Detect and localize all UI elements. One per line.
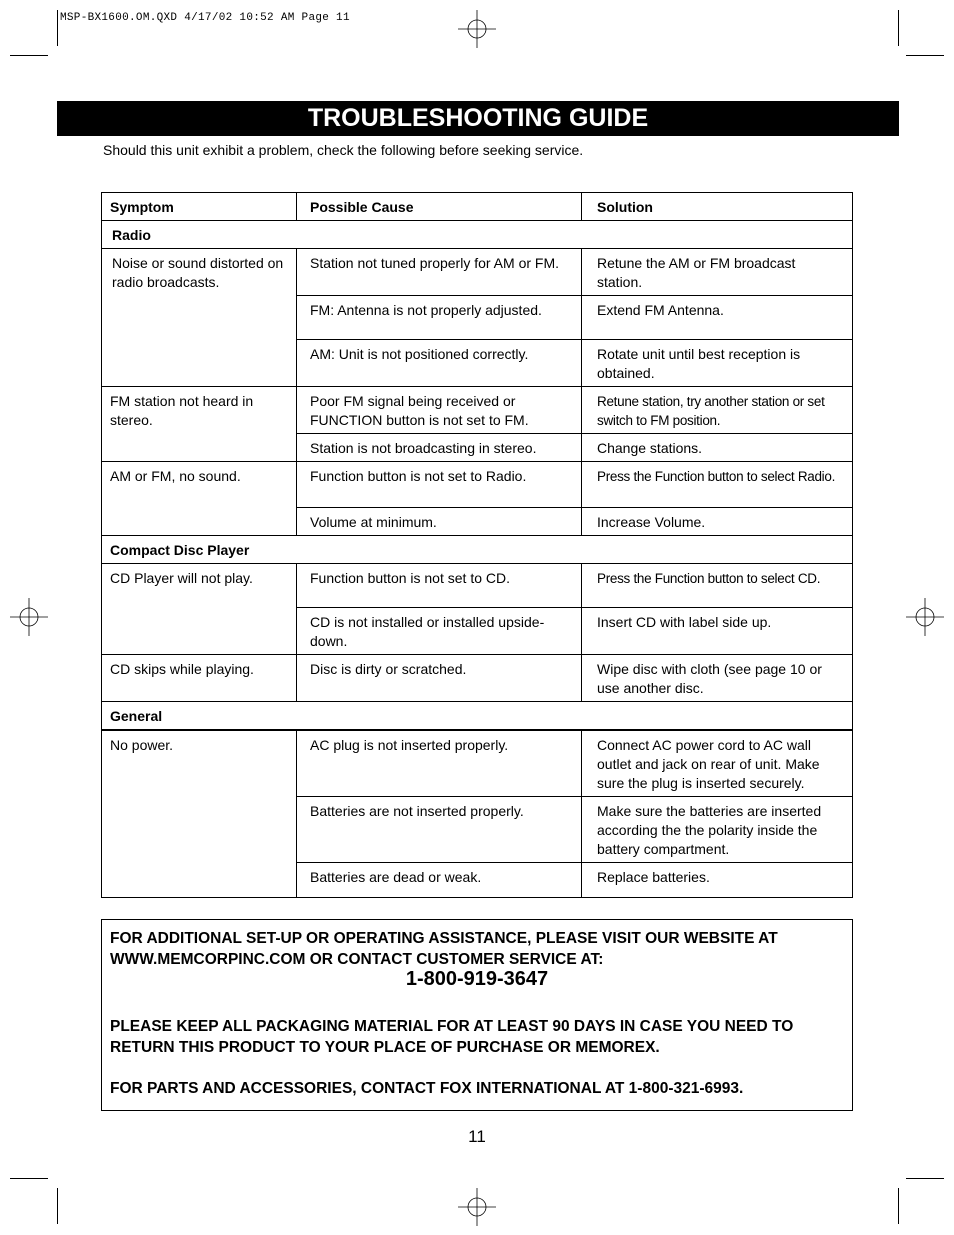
table-row bbox=[102, 564, 853, 608]
crop-mark bbox=[898, 1188, 899, 1224]
solution-cell: Rotate unit until best reception is obtained. bbox=[582, 340, 853, 387]
solution-text: Press the Function button to select CD. bbox=[597, 571, 821, 586]
parts-text: FOR PARTS AND ACCESSORIES, CONTACT FOX INTERNATIONAL AT 1-800-321-6993. bbox=[110, 1080, 744, 1097]
section-row bbox=[102, 702, 853, 731]
section-row bbox=[102, 536, 853, 564]
section-general: General bbox=[102, 702, 853, 731]
page-title: TROUBLESHOOTING GUIDE bbox=[57, 101, 899, 136]
solution-cell: Connect AC power cord to AC wall outlet and jack on rear of unit. Make sure the plug is inserted securely. bbox=[582, 730, 853, 797]
section-cd: Compact Disc Player bbox=[102, 536, 853, 564]
table-row bbox=[102, 655, 853, 702]
registration-mark-icon bbox=[10, 598, 48, 636]
solution-cell: Replace batteries. bbox=[582, 863, 853, 898]
table-row bbox=[102, 249, 853, 296]
crop-mark bbox=[898, 10, 899, 46]
solution-cell: Increase Volume. bbox=[582, 508, 853, 536]
cause-cell: Volume at minimum. bbox=[297, 508, 582, 536]
symptom-cell: AM or FM, no sound. bbox=[102, 462, 297, 536]
solution-cell bbox=[582, 462, 853, 508]
header-cause: Possible Cause bbox=[297, 193, 582, 221]
crop-mark bbox=[57, 1188, 58, 1224]
cause-cell: FM: Antenna is not properly adjusted. bbox=[297, 296, 582, 340]
solution-cell bbox=[582, 564, 853, 608]
symptom-cell: FM station not heard in stereo. bbox=[102, 387, 297, 462]
symptom-cell: Noise or sound distorted on radio broadcasts. bbox=[102, 249, 297, 387]
cause-cell: Function button is not set to Radio. bbox=[297, 462, 582, 508]
symptom-cell: CD Player will not play. bbox=[102, 564, 297, 655]
page-number: 11 bbox=[468, 1127, 486, 1146]
section-radio: Radio bbox=[102, 221, 853, 249]
header-solution: Solution bbox=[582, 193, 853, 221]
registration-mark-icon bbox=[458, 1188, 496, 1226]
print-slug: MSP-BX1600.OM.QXD 4/17/02 10:52 AM Page 11 bbox=[60, 12, 350, 24]
solution-text: Press the Function button to select Radio. bbox=[597, 469, 836, 484]
crop-mark bbox=[57, 10, 58, 46]
cause-cell: CD is not installed or installed upside-down. bbox=[297, 608, 582, 655]
table-row bbox=[102, 730, 853, 797]
solution-cell: Insert CD with label side up. bbox=[582, 608, 853, 655]
cause-cell: Station not tuned properly for AM or FM. bbox=[297, 249, 582, 296]
header-symptom: Symptom bbox=[102, 193, 297, 221]
troubleshooting-table bbox=[101, 192, 853, 898]
phone-number: 1-800-919-3647 bbox=[405, 968, 549, 990]
symptom-cell: No power. bbox=[102, 730, 297, 898]
section-row bbox=[102, 221, 853, 249]
crop-mark bbox=[10, 1178, 48, 1179]
solution-cell: Wipe disc with cloth (see page 10 or use another disc. bbox=[582, 655, 853, 702]
solution-cell: Extend FM Antenna. bbox=[582, 296, 853, 340]
contact-box bbox=[101, 919, 853, 1111]
solution-cell bbox=[582, 387, 853, 434]
cause-cell: Function button is not set to CD. bbox=[297, 564, 582, 608]
table-row bbox=[102, 462, 853, 508]
packaging-text: PLEASE KEEP ALL PACKAGING MATERIAL FOR AT LEAST 90 DAYS IN CASE YOU NEED TO RETURN THIS PRODUCT TO YOUR PLACE OF PURCHASE OR MEMOREX. bbox=[110, 1018, 794, 1056]
cause-cell: Poor FM signal being received or FUNCTION button is not set to FM. bbox=[297, 387, 582, 434]
symptom-cell: CD skips while playing. bbox=[102, 655, 297, 702]
cause-cell: Disc is dirty or scratched. bbox=[297, 655, 582, 702]
crop-mark bbox=[10, 55, 48, 56]
solution-text: Retune station, try another station or set switch to FM position. bbox=[597, 394, 825, 428]
cause-cell: Batteries are dead or weak. bbox=[297, 863, 582, 898]
table-row bbox=[102, 387, 853, 434]
intro-text: Should this unit exhibit a problem, check the following before seeking service. bbox=[103, 142, 584, 158]
solution-cell: Change stations. bbox=[582, 434, 853, 462]
registration-mark-icon bbox=[906, 598, 944, 636]
solution-cell: Retune the AM or FM broadcast station. bbox=[582, 249, 853, 296]
crop-mark bbox=[906, 1178, 944, 1179]
cause-cell: AC plug is not inserted properly. bbox=[297, 730, 582, 797]
cause-cell: AM: Unit is not positioned correctly. bbox=[297, 340, 582, 387]
table-header-row bbox=[102, 193, 853, 221]
assistance-text: FOR ADDITIONAL SET-UP OR OPERATING ASSISTANCE, PLEASE VISIT OUR WEBSITE AT WWW.MEMCORPINC.COM OR CONTACT CUSTOMER SERVICE AT: bbox=[110, 930, 778, 968]
cause-cell: Batteries are not inserted properly. bbox=[297, 797, 582, 863]
solution-cell: Make sure the batteries are inserted according the the polarity inside the battery compartment. bbox=[582, 797, 853, 863]
cause-cell: Station is not broadcasting in stereo. bbox=[297, 434, 582, 462]
registration-mark-icon bbox=[458, 10, 496, 48]
crop-mark bbox=[906, 55, 944, 56]
